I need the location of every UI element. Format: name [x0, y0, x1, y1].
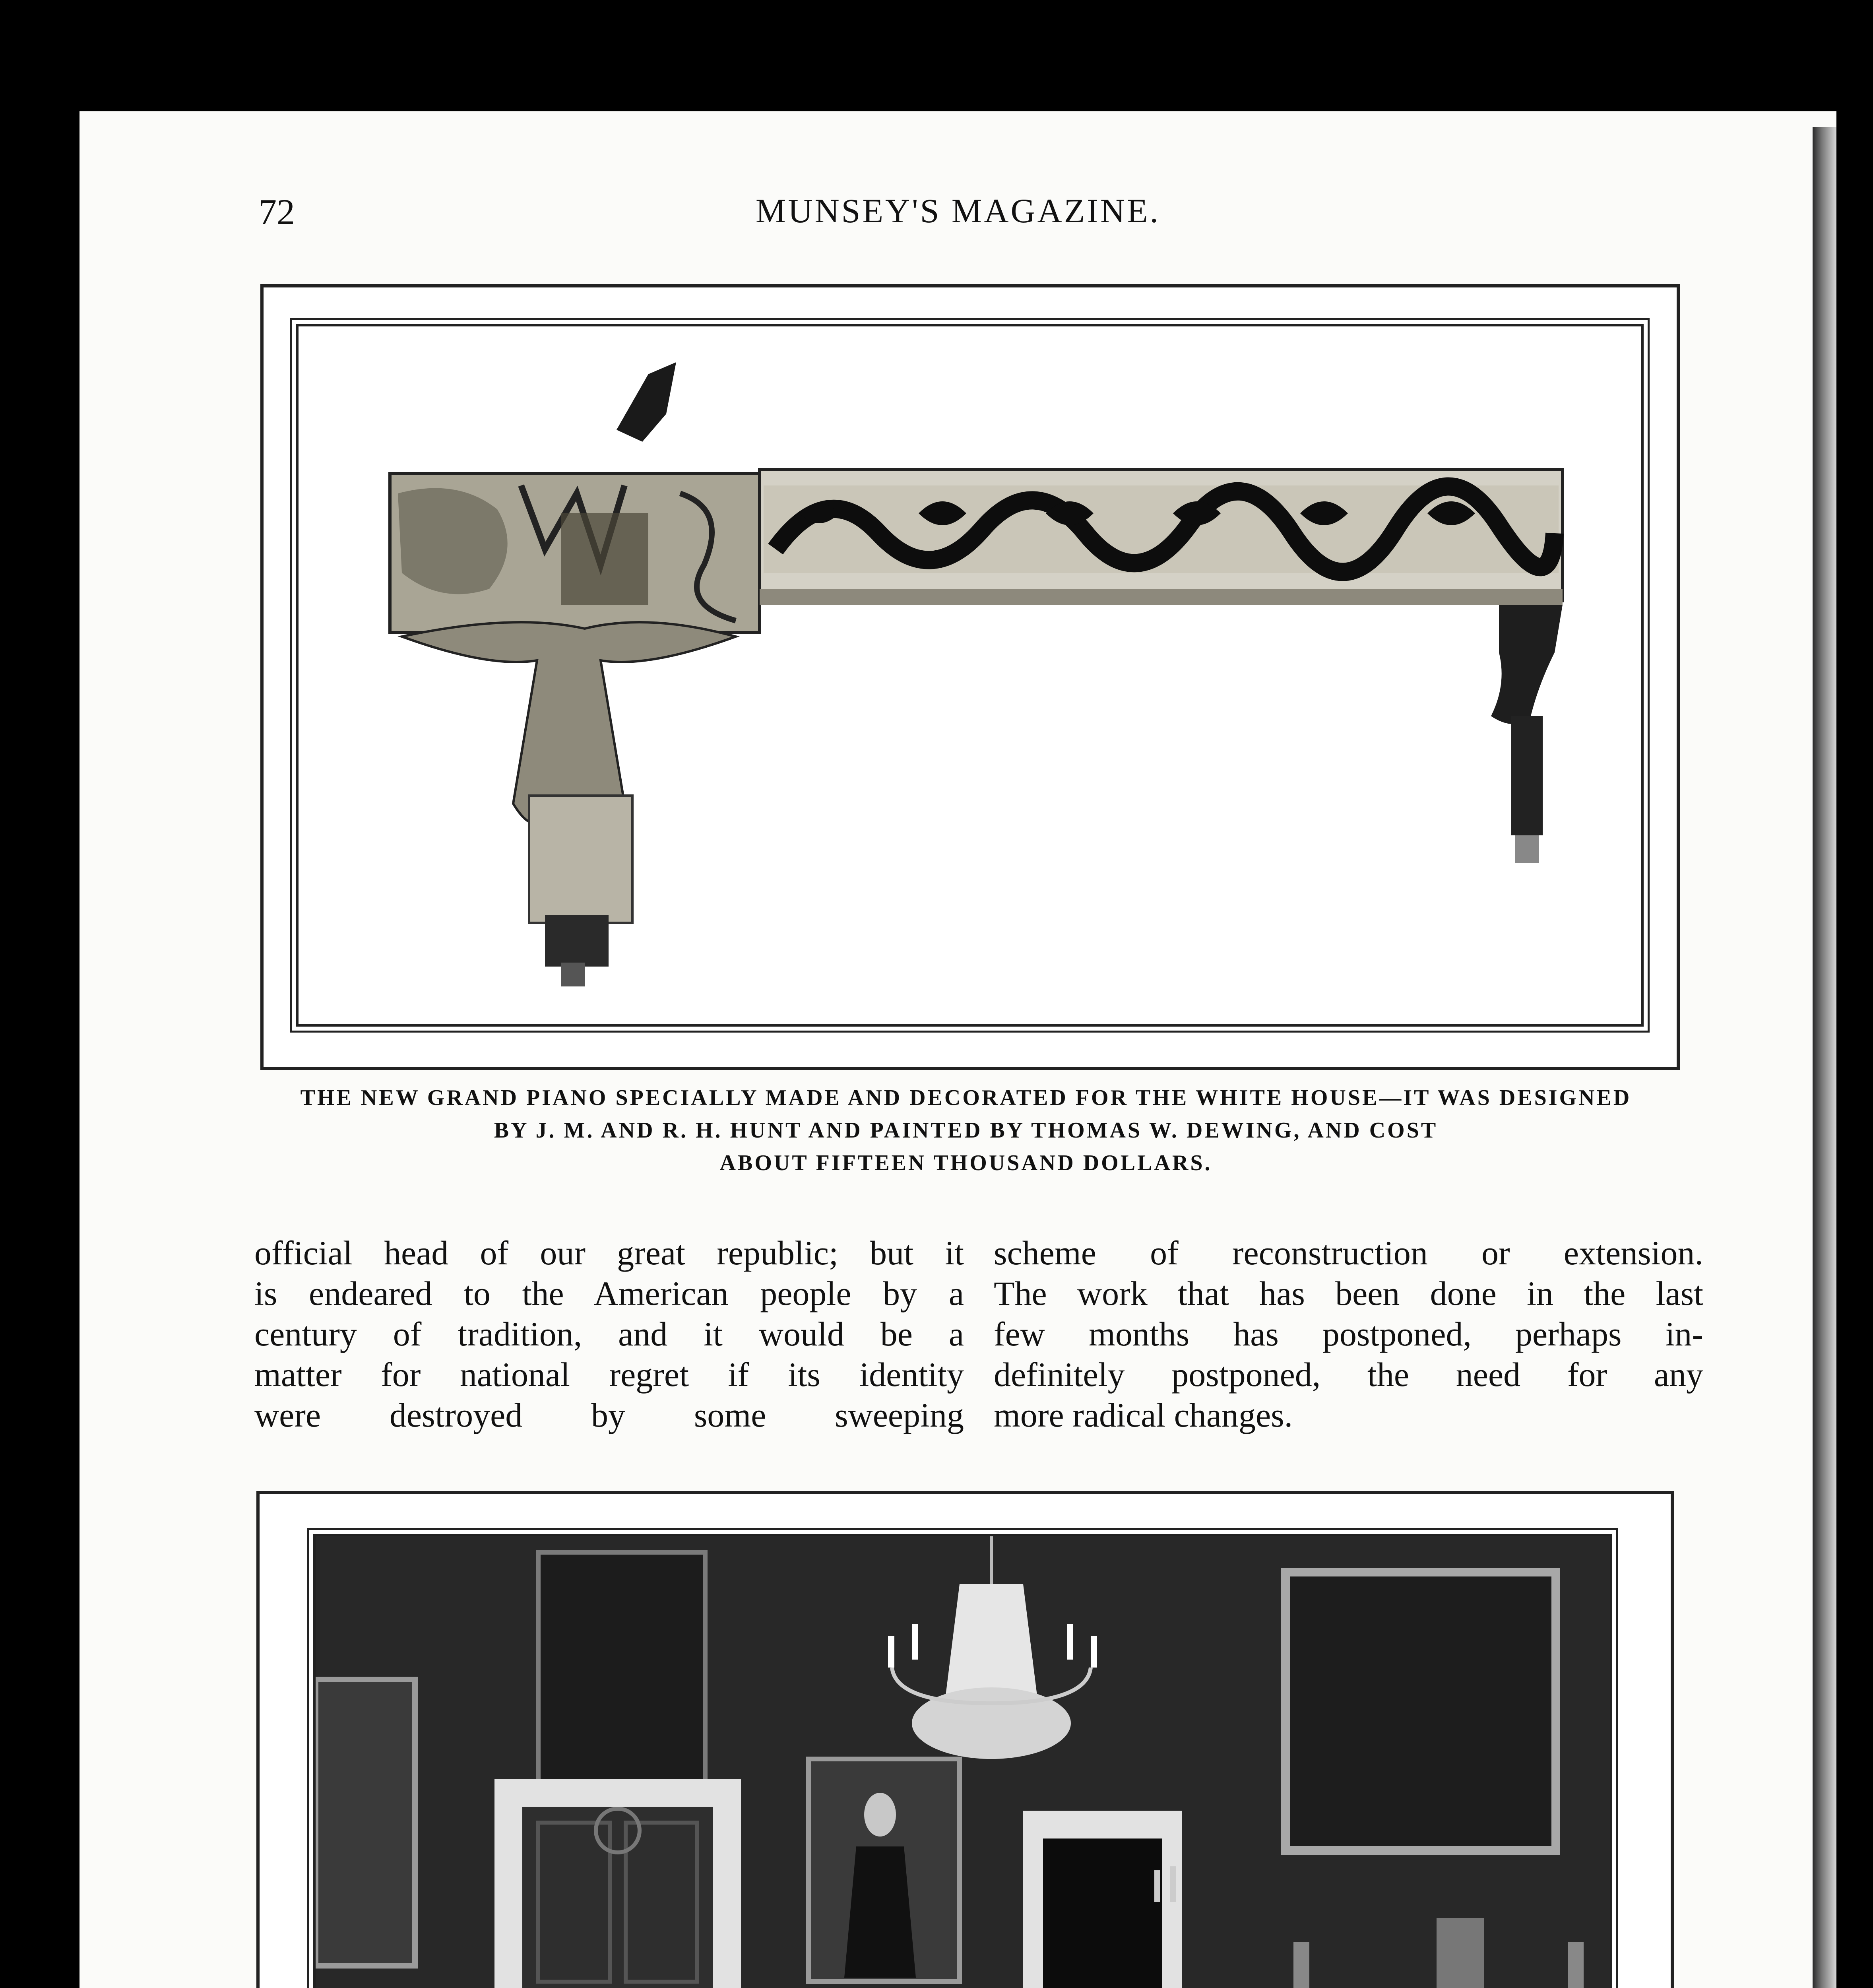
- piano-caption-line: THE NEW GRAND PIANO SPECIALLY MADE AND DECORATED FOR THE WHITE HOUSE—IT WAS DESIGNED: [300, 1085, 1632, 1110]
- piano-caption-line: BY J. M. AND R. H. HUNT AND PAINTED BY THOMAS W. DEWING, AND COST: [494, 1118, 1438, 1143]
- running-title: MUNSEY'S MAGAZINE.: [755, 192, 1161, 230]
- body-line: were destroyed by some sweeping: [254, 1396, 964, 1434]
- body-column-right: [994, 1233, 1703, 1435]
- body-line: is endeared to the American people by a: [254, 1274, 964, 1312]
- body-line: few months has postponed, perhaps in-: [994, 1315, 1703, 1353]
- body-column-left: [254, 1233, 964, 1435]
- page-number: 72: [258, 192, 295, 232]
- body-line: definitely postponed, the need for any: [994, 1355, 1703, 1394]
- body-line: official head of our great republic; but it: [254, 1234, 964, 1272]
- green-room-illustration: [316, 1536, 1610, 1988]
- green-room-photo-frame: [256, 1491, 1674, 1988]
- body-line: century of tradition, and it would be a: [254, 1315, 964, 1353]
- page-edge-shadow: [1813, 127, 1836, 1988]
- piano-photo-frame: [260, 284, 1680, 1070]
- piano-caption-line: ABOUT FIFTEEN THOUSAND DOLLARS.: [719, 1151, 1212, 1175]
- body-line: matter for national regret if its identity: [254, 1355, 964, 1394]
- body-line: more radical changes.: [994, 1396, 1293, 1434]
- grand-piano-illustration: [299, 326, 1641, 1024]
- piano-caption: [231, 1081, 1701, 1179]
- body-line: The work that has been done in the last: [994, 1274, 1703, 1312]
- piano-photo: [296, 324, 1644, 1027]
- magazine-page: [79, 111, 1836, 1988]
- body-line: scheme of reconstruction or extension.: [994, 1234, 1703, 1272]
- page-header: [258, 191, 1658, 239]
- green-room-photo: [313, 1534, 1612, 1988]
